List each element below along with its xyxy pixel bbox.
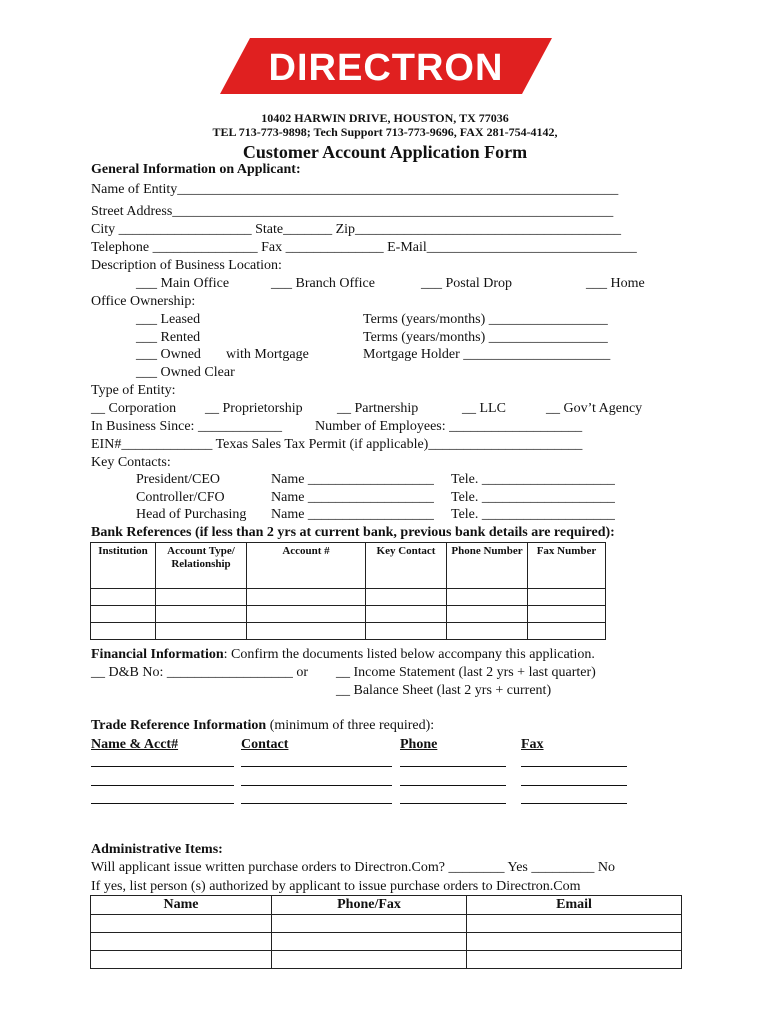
entity-type-label: Type of Entity: — [91, 383, 176, 398]
financial-line — [91, 647, 595, 663]
trade-col-contact: Contact — [241, 737, 289, 752]
contact-name-field[interactable]: Name __________________ — [271, 490, 434, 505]
corporation-option[interactable]: __ Corporation — [91, 401, 177, 416]
description-label: Description of Business Location: — [91, 258, 282, 273]
in-business-since-field[interactable]: In Business Since: ____________ — [91, 419, 282, 434]
purchase-order-question[interactable]: Will applicant issue written purchase orders to Directron.Com? ________ Yes _________ No — [91, 860, 615, 875]
table-row — [91, 933, 682, 951]
ownership-label: Office Ownership: — [91, 294, 196, 309]
terms-field-2[interactable]: Terms (years/months) _________________ — [363, 330, 608, 345]
trade-col-name: Name & Acct# — [91, 737, 179, 752]
logo-text: DIRECTRON — [268, 47, 504, 89]
directron-logo — [220, 38, 552, 94]
owned-clear-option[interactable]: ___ Owned Clear — [136, 365, 235, 380]
table-row — [91, 951, 682, 969]
mortgage-holder-field[interactable]: Mortgage Holder _____________________ — [363, 347, 611, 362]
main-office-option[interactable]: ___ Main Office — [136, 276, 230, 291]
authorized-persons-label: If yes, list person (s) authorized by applicant to issue purchase orders to Directron.Com — [91, 879, 581, 894]
contact-tele-field[interactable]: Tele. ___________________ — [451, 490, 615, 505]
leased-option[interactable]: ___ Leased — [136, 312, 201, 327]
trade-name-line[interactable] — [91, 803, 234, 804]
company-phones: TEL 713-773-9898; Tech Support 713-773-9696, FAX 281-754-4142, — [212, 125, 558, 139]
terms-field-1[interactable]: Terms (years/months) _________________ — [363, 312, 608, 327]
bank-col-fax: Fax Number — [528, 543, 606, 589]
home-option[interactable]: ___ Home — [586, 276, 645, 291]
trade-name-line[interactable] — [91, 766, 234, 767]
telephone-fax-email-field[interactable]: Telephone _______________ Fax ______________ E-Mail______________________________ — [91, 240, 637, 255]
trade-fax-line[interactable] — [521, 785, 627, 786]
balance-sheet-option[interactable]: __ Balance Sheet (last 2 yrs + current) — [336, 683, 552, 698]
bank-heading: Bank References (if less than 2 yrs at current bank, previous bank details are required): — [91, 525, 615, 540]
trade-contact-line[interactable] — [241, 766, 392, 767]
contact-role: Head of Purchasing — [136, 507, 247, 522]
with-mortgage-label: with Mortgage — [226, 347, 309, 362]
owned-option[interactable]: ___ Owned — [136, 347, 201, 362]
street-address-field[interactable]: Street Address_______________________________________________________________ — [91, 204, 614, 219]
auth-col-email: Email — [467, 896, 682, 915]
govt-agency-option[interactable]: __ Gov’t Agency — [546, 401, 643, 416]
income-statement-option[interactable]: __ Income Statement (last 2 yrs + last quarter) — [336, 665, 596, 680]
city-state-zip-field[interactable]: City ___________________ State_______ Zip______________________________________ — [91, 222, 622, 237]
bank-references-table — [90, 542, 606, 640]
table-row — [91, 915, 682, 933]
contact-name-field[interactable]: Name __________________ — [271, 507, 434, 522]
partnership-option[interactable]: __ Partnership — [337, 401, 419, 416]
bank-col-phone: Phone Number — [447, 543, 528, 589]
trade-name-line[interactable] — [91, 785, 234, 786]
auth-col-name: Name — [91, 896, 272, 915]
contact-role: President/CEO — [136, 472, 220, 487]
table-row — [91, 606, 606, 623]
rented-option[interactable]: ___ Rented — [136, 330, 201, 345]
employees-field[interactable]: Number of Employees: ___________________ — [315, 419, 583, 434]
authorized-persons-table — [90, 895, 682, 969]
table-row — [91, 623, 606, 640]
trade-fax-line[interactable] — [521, 803, 627, 804]
llc-option[interactable]: __ LLC — [462, 401, 506, 416]
proprietorship-option[interactable]: __ Proprietorship — [205, 401, 303, 416]
contact-name-field[interactable]: Name __________________ — [271, 472, 434, 487]
trade-col-fax: Fax — [521, 737, 544, 752]
trade-note: (minimum of three required): — [266, 718, 435, 733]
trade-fax-line[interactable] — [521, 766, 627, 767]
auth-col-phone-fax: Phone/Fax — [272, 896, 467, 915]
trade-contact-line[interactable] — [241, 785, 392, 786]
ein-tax-permit-field[interactable]: EIN#_____________ Texas Sales Tax Permit (if applicable)______________________ — [91, 437, 583, 452]
key-contacts-label: Key Contacts: — [91, 455, 171, 470]
trade-phone-line[interactable] — [400, 766, 506, 767]
bank-col-key-contact: Key Contact — [366, 543, 447, 589]
general-heading: General Information on Applicant: — [91, 162, 301, 177]
form-title: Customer Account Application Form — [242, 142, 528, 162]
admin-heading: Administrative Items: — [91, 842, 223, 857]
trade-col-phone: Phone — [400, 737, 438, 752]
postal-drop-option[interactable]: ___ Postal Drop — [421, 276, 512, 291]
branch-office-option[interactable]: ___ Branch Office — [271, 276, 375, 291]
financial-text: : Confirm the documents listed below accompany this application. — [223, 647, 595, 662]
financial-label: Financial Information — [91, 647, 224, 662]
contact-role: Controller/CFO — [136, 490, 225, 505]
trade-contact-line[interactable] — [241, 803, 392, 804]
contact-tele-field[interactable]: Tele. ___________________ — [451, 472, 615, 487]
trade-phone-line[interactable] — [400, 785, 506, 786]
company-address: 10402 HARWIN DRIVE, HOUSTON, TX 77036 — [261, 111, 509, 125]
bank-col-institution: Institution — [91, 543, 156, 589]
trade-label: Trade Reference Information — [91, 718, 267, 733]
dnb-field[interactable]: __ D&B No: __________________ or — [91, 665, 308, 680]
table-row — [91, 589, 606, 606]
bank-col-account-number: Account # — [247, 543, 366, 589]
name-of-entity-field[interactable]: Name of Entity_______________________________________________________________ — [91, 182, 619, 197]
trade-line — [91, 718, 434, 734]
trade-phone-line[interactable] — [400, 803, 506, 804]
contact-tele-field[interactable]: Tele. ___________________ — [451, 507, 615, 522]
bank-col-account-type: Account Type/ Relationship — [156, 543, 247, 589]
